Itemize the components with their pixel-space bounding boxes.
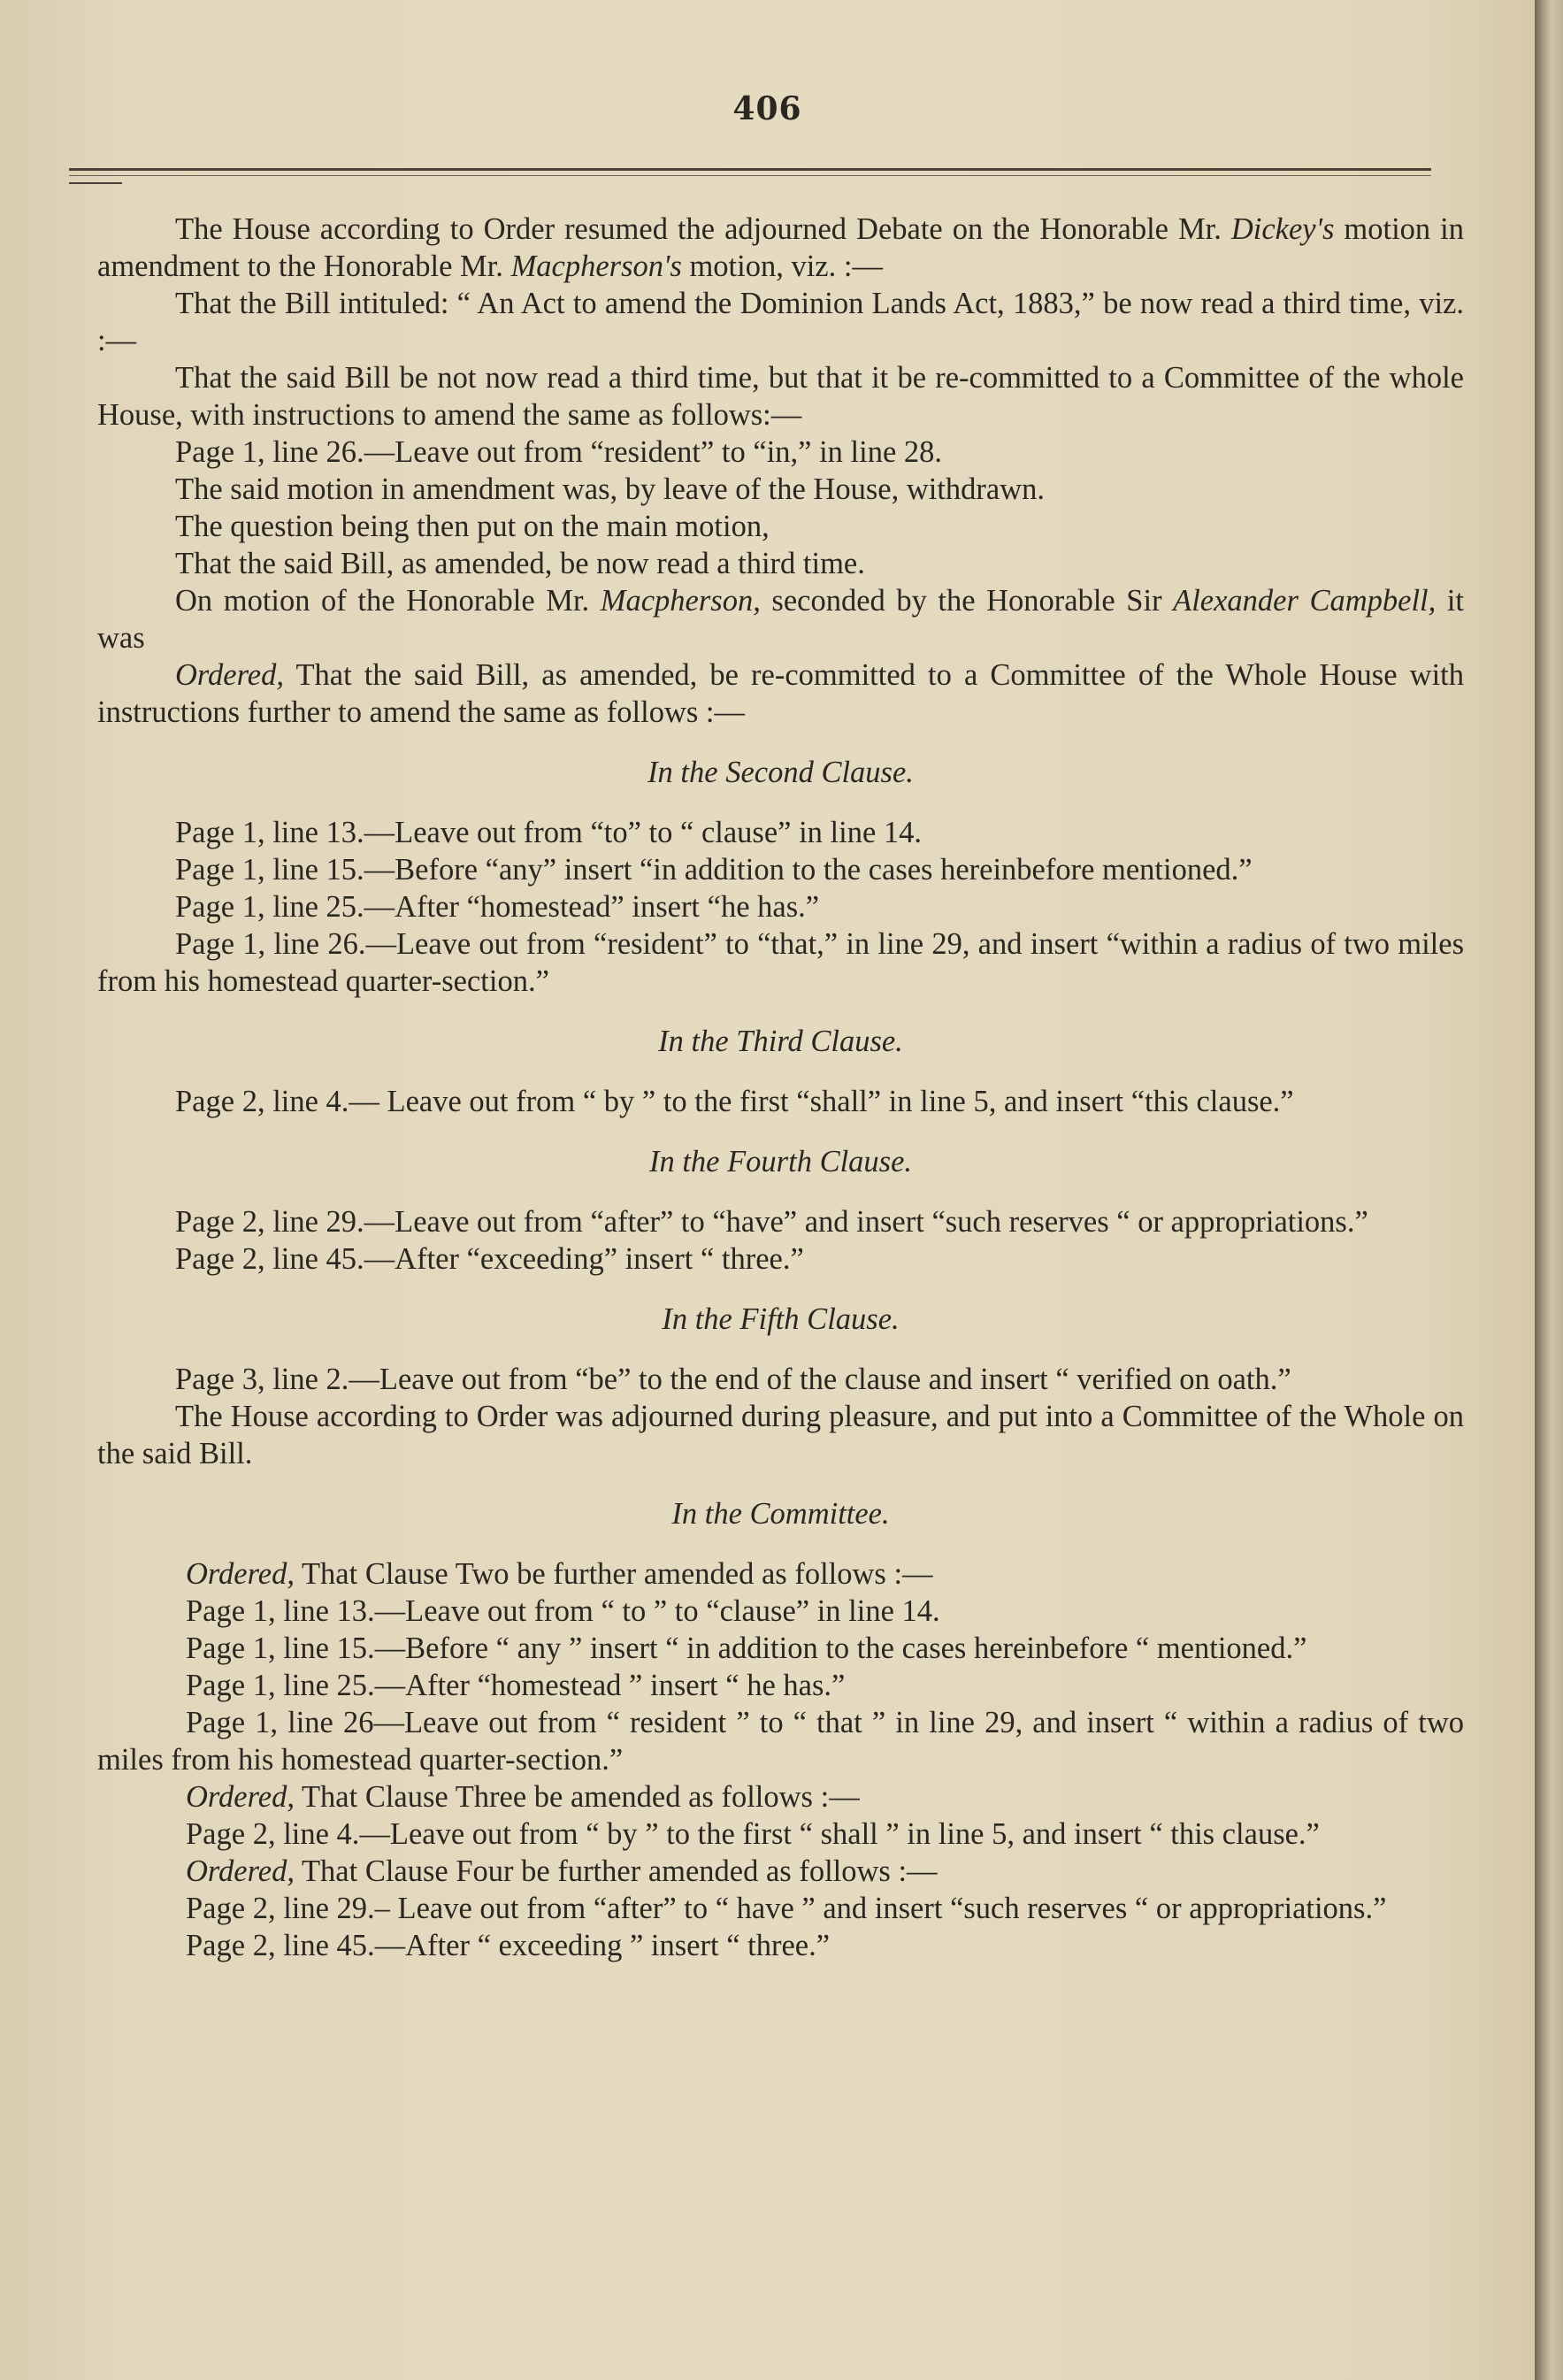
text-span: motion, viz. :— [681, 250, 883, 283]
book-spine [1535, 0, 1563, 2380]
heading-third-clause: In the Third Clause. [658, 1025, 903, 1058]
journal-text [97, 211, 1464, 1964]
paragraph-ordered [97, 656, 1464, 731]
amendment-line: Page 1, line 26.—Leave out from “resident” to “that,” in line 29, and insert “within a radius of two miles from his homestead quarter-section.” [97, 927, 1464, 998]
paragraph-motion [97, 582, 1464, 656]
heading-fourth-clause: In the Fourth Clause. [648, 1145, 913, 1178]
text-span: On motion of the Honorable Mr. [175, 584, 601, 618]
amendment-line: Page 2, line 45.—After “exceeding” insert “ three.” [175, 1242, 804, 1276]
amendment-line: Page 2, line 29.—Leave out from “after” to “have” and insert “such reserves “ or appropriations.” [175, 1205, 1368, 1239]
text-span: That Clause Two be further amended as follows :— [294, 1557, 933, 1591]
member-name: Macpherson, [600, 584, 761, 618]
heading-fifth-clause: In the Fifth Clause. [662, 1302, 900, 1336]
member-name: Dickey's [1230, 212, 1335, 246]
amendment-line: Page 1, line 26—Leave out from “ resident ” to “ that ” in line 29, and insert “ within a radius of two miles from his homestead quarter-section.” [97, 1706, 1464, 1777]
heading-second-clause: In the Second Clause. [647, 756, 914, 789]
text-span: That Clause Four be further amended as follows :— [294, 1854, 938, 1888]
ordered-label: Ordered, [186, 1780, 295, 1814]
amendment-line: Page 1, line 25.—After “homestead” insert “he has.” [175, 890, 820, 924]
paragraph-withdrawn: The said motion in amendment was, by leave of the House, withdrawn. [175, 472, 1046, 506]
paragraph-ordered [97, 1853, 1464, 1890]
paragraph-amendment-motion: That the said Bill be not now read a third time, but that it be re-committed to a Committee of the whole House, with instructions to amend the same as follows:— [97, 361, 1464, 432]
text-span: That the said Bill, as amended, be re-committed to a Committee of the Whole House with instructions further to amend the same as follows :— [97, 658, 1464, 729]
paragraph-ordered [97, 1778, 1464, 1816]
amendment-line: Page 1, line 13.—Leave out from “to” to “ clause” in line 14. [175, 816, 923, 849]
amendment-line: Page 1, line 15.—Before “ any ” insert “ in addition to the cases hereinbefore “ mentioned.” [186, 1631, 1307, 1665]
paragraph-third-reading: That the said Bill, as amended, be now read a third time. [175, 547, 865, 580]
paragraph-bill-title: That the Bill intituled: “ An Act to amend the Dominion Lands Act, 1883,” be now read a third time, viz. :— [97, 287, 1464, 357]
ordered-label: Ordered, [186, 1854, 295, 1888]
member-name: Alexander Campbell, [1173, 584, 1437, 618]
page-number: 406 [732, 90, 802, 127]
amendment-line: Page 1, line 25.—After “homestead ” insert “ he has.” [186, 1669, 846, 1702]
text-span: it was [97, 584, 1465, 655]
paragraph-adjourned: The House according to Order was adjourned during pleasure, and put into a Committee of the Whole on the said Bill. [97, 1400, 1464, 1470]
amendment-line: Page 2, line 4.— Leave out from “ by ” to the first “shall” in line 5, and insert “this clause.” [175, 1085, 1294, 1118]
text-span: seconded by the Honorable Sir [760, 584, 1174, 618]
amendment-line: Page 1, line 15.—Before “any” insert “in addition to the cases hereinbefore mentioned.” [175, 853, 1253, 887]
header-rule-lead [69, 182, 122, 184]
amendment-line: Page 1, line 13.—Leave out from “ to ” to “clause” in line 14. [186, 1594, 940, 1628]
paragraph-question: The question being then put on the main motion, [175, 510, 770, 543]
text-span: The House according to Order resumed the adjourned Debate on the Honorable Mr. [175, 212, 1231, 246]
amendment-line: Page 2, line 45.—After “ exceeding ” insert “ three.” [186, 1929, 831, 1962]
heading-committee: In the Committee. [671, 1497, 890, 1531]
amendment-line: Page 2, line 4.—Leave out from “ by ” to the first “ shall ” in line 5, and insert “ this clause.” [186, 1817, 1320, 1851]
member-name: Macpherson's [510, 250, 682, 283]
paragraph-resumed-debate [97, 211, 1464, 285]
paragraph-page-line: Page 1, line 26.—Leave out from “resident” to “in,” in line 28. [175, 435, 943, 469]
amendment-line: Page 2, line 29.– Leave out from “after” to “ have ” and insert “such reserves “ or appropriations.” [186, 1892, 1387, 1925]
ordered-label: Ordered, [186, 1557, 295, 1591]
ordered-label: Ordered, [175, 658, 284, 692]
text-span: That Clause Three be amended as follows :— [294, 1780, 860, 1814]
header-rule-thin [69, 175, 1431, 176]
header-rule [69, 168, 1431, 171]
text-span: motion in amendment to the Honorable Mr. [97, 212, 1465, 283]
amendment-line: Page 3, line 2.—Leave out from “be” to the end of the clause and insert “ verified on oath.” [175, 1363, 1291, 1396]
paragraph-ordered [97, 1555, 1464, 1593]
